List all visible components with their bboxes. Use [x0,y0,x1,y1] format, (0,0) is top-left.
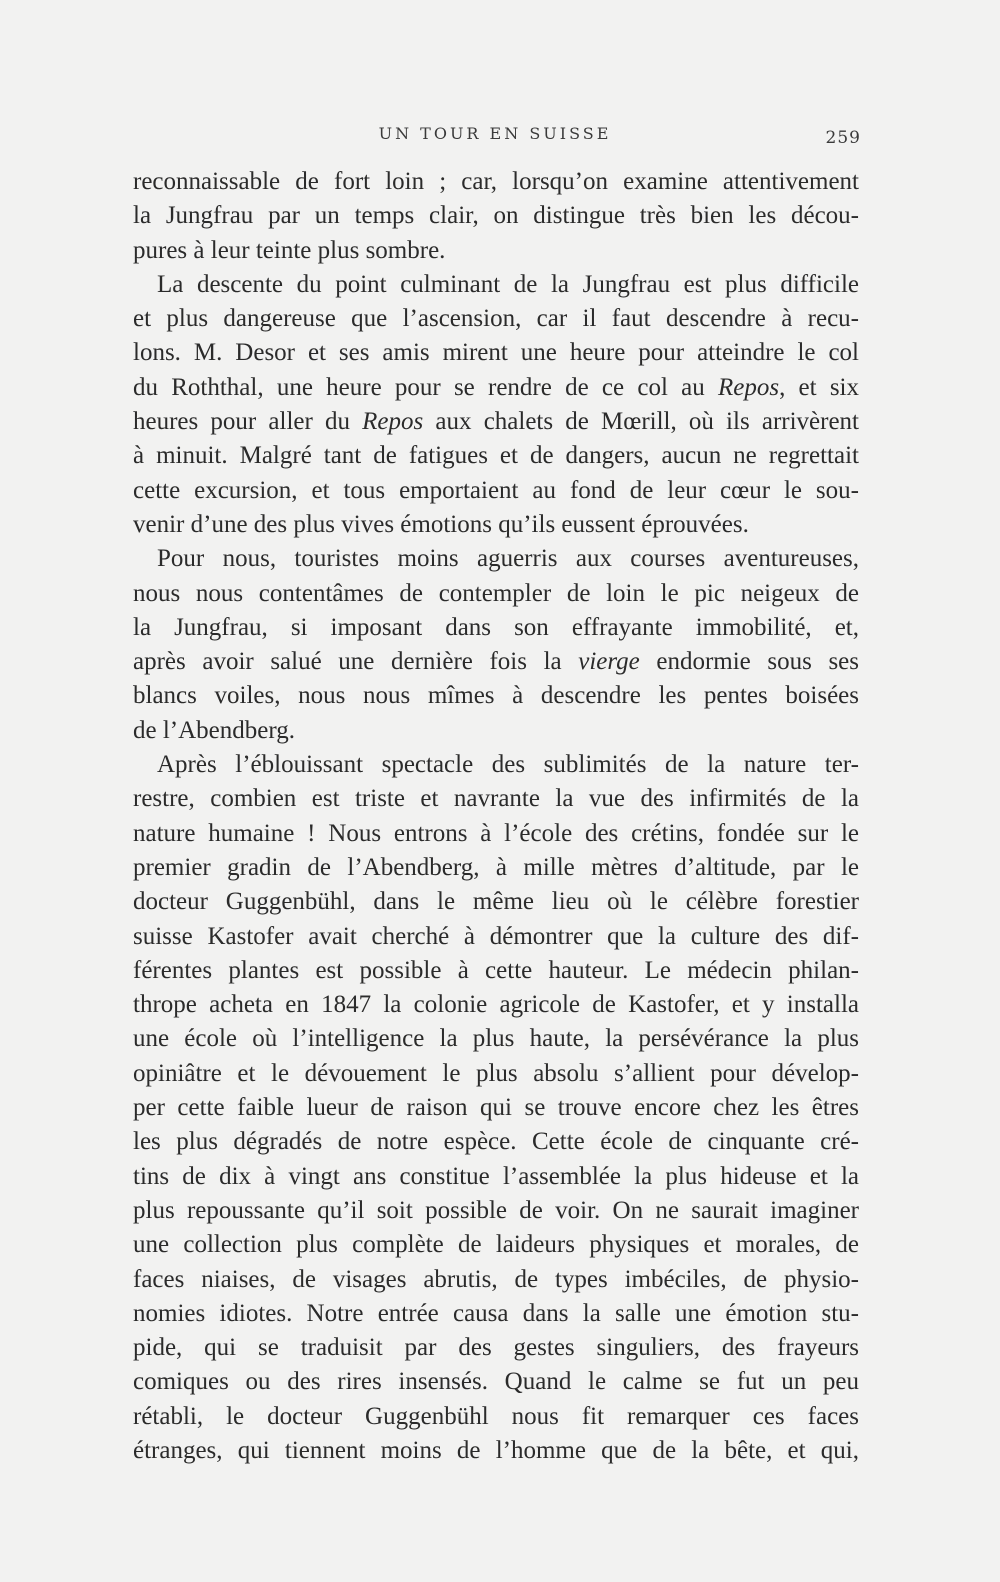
text-line: blancs voiles, nous nous mîmes à descendre les pentes boisées [133,682,859,710]
text-line: les plus dégradés de notre espèce. Cette école de cinquante cré- [133,1128,859,1156]
text-line: Après l’éblouissant spectacle des sublimités de la nature ter- [157,751,859,779]
text-line: de l’Abendberg. [133,716,295,744]
text-line: faces niaises, de visages abrutis, de types imbéciles, de physio- [133,1265,859,1293]
text-line: premier gradin de l’Abendberg, à mille mètres d’altitude, par le [133,853,859,881]
text-line: tins de dix à vingt ans constitue l’assemblée la plus hideuse et la [133,1162,859,1190]
text-line: suisse Kastofer avait cherché à démontrer que la culture des dif- [133,922,859,950]
text-line: à minuit. Malgré tant de fatigues et de dangers, aucun ne regrettait [133,442,859,470]
text-line: plus repoussante qu’il soit possible de voir. On ne saurait imaginer [133,1196,859,1224]
text-line: nomies idiotes. Notre entrée causa dans la salle une émotion stu- [133,1299,859,1327]
text-line: et plus dangereuse que l’ascension, car il faut descendre à recu- [133,305,859,333]
body-text [133,165,859,1468]
text-line: La descente du point culminant de la Jungfrau est plus difficile [157,270,859,298]
text-line: férentes plantes est possible à cette hauteur. Le médecin philan- [133,956,859,984]
text-line: pide, qui se traduisit par des gestes singuliers, des frayeurs [133,1334,859,1362]
text-line: la Jungfrau par un temps clair, on distingue très bien les décou- [133,202,859,230]
text-line: heures pour aller du Repos aux chalets de Mœrill, où ils arrivèrent [133,408,860,436]
text-line: comiques ou des rires insensés. Quand le calme se fut un peu [133,1368,859,1396]
text-line: per cette faible lueur de raison qui se trouve encore chez les êtres [133,1094,859,1122]
page-number: 259 [825,128,861,148]
text-line: une école où l’intelligence la plus haute, la persévérance la plus [133,1025,859,1053]
text-line: après avoir salué une dernière fois la vierge endormie sous ses [133,648,859,676]
text-line: reconnaissable de fort loin ; car, lorsqu’on examine attentivement [133,168,859,195]
text-line: Pour nous, touristes moins aguerris aux courses aventureuses, [157,545,859,573]
text-line: lons. M. Desor et ses amis mirent une heure pour atteindre le col [133,339,859,367]
text-line: opiniâtre et le dévouement le plus absolu s’allient pour dévelop- [133,1059,859,1087]
text-line: une collection plus complète de laideurs physiques et morales, de [133,1231,859,1259]
text-line: pures à leur teinte plus sombre. [133,236,446,264]
text-line: docteur Guggenbühl, dans le même lieu où le célèbre forestier [133,888,859,916]
text-line: thrope acheta en 1847 la colonie agricole de Kastofer, et y installa [133,991,859,1019]
paragraph [133,748,859,1468]
text-line: rétabli, le docteur Guggenbühl nous fit remarquer ces faces [133,1402,859,1430]
paragraph [133,268,859,542]
text-line: nature humaine ! Nous entrons à l’école des crétins, fondée sur le [133,819,859,847]
running-title: UN TOUR EN SUISSE [378,124,612,143]
text-line: du Roththal, une heure pour se rendre de ce col au Repos, et six [133,373,859,401]
text-line: la Jungfrau, si imposant dans son effrayante immobilité, et, [133,613,859,641]
text-line: venir d’une des plus vives émotions qu’ils eussent éprouvées. [133,510,749,538]
page-header [133,122,861,152]
text-line: nous nous contentâmes de contempler de loin le pic neigeux de [133,579,859,607]
paragraph [133,542,859,748]
paragraph [133,165,859,268]
text-line: cette excursion, et tous emportaient au fond de leur cœur le sou- [133,476,859,504]
text-line: étranges, qui tiennent moins de l’homme que de la bête, et qui, [133,1436,859,1464]
text-line: restre, combien est triste et navrante la vue des infirmités de la [133,785,859,813]
